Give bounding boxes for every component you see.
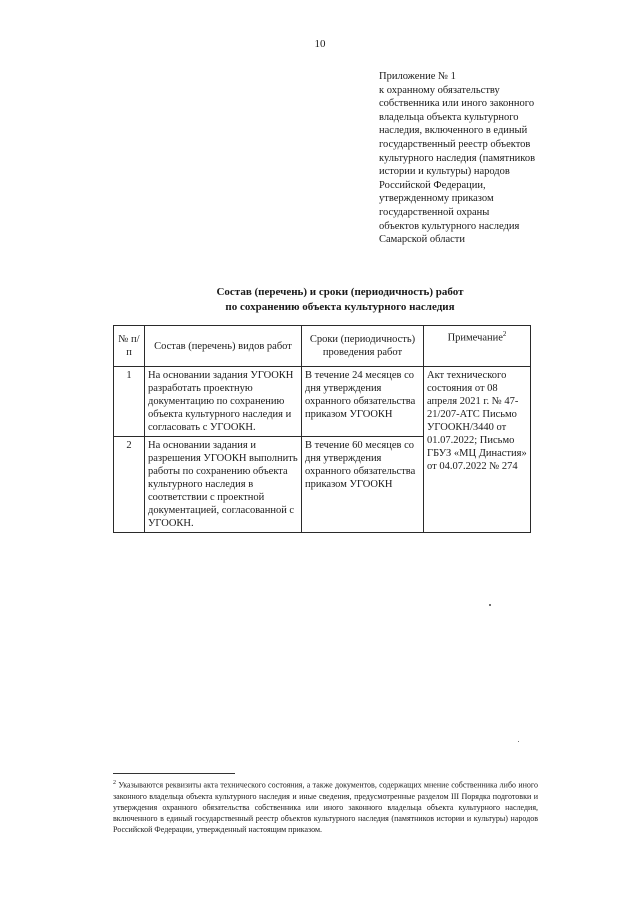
table-row — [114, 367, 531, 437]
header-term: Сроки (периодичность) проведения работ — [302, 326, 424, 367]
header-note-label: Примечание — [447, 332, 503, 344]
page-number: 10 — [314, 38, 326, 50]
works-table — [113, 325, 531, 533]
header-num: № п/п — [114, 326, 145, 367]
table-header-row — [114, 326, 531, 367]
appendix-line: государственный реестр объектов — [379, 138, 531, 150]
appendix-line: к охранному обязательству — [379, 84, 500, 96]
appendix-line: собственника или иного законного — [379, 98, 535, 110]
footnote-ref: 2 — [502, 330, 507, 338]
appendix-line: владельца объекта культурного — [379, 111, 519, 123]
row-num: 2 — [114, 437, 145, 533]
appendix-line: государственной охраны — [379, 206, 490, 218]
row-composition: На основании задания УГООКН разработать проектную документацию по сохранению объекта культурного наследия и согласовать с УГООКН. — [145, 367, 302, 437]
appendix-header — [379, 70, 584, 247]
header-composition: Состав (перечень) видов работ — [145, 326, 302, 367]
appendix-line: объектов культурного наследия — [379, 220, 520, 232]
appendix-line: истории и культуры) народов — [379, 166, 510, 178]
header-note — [424, 326, 531, 367]
footnote — [113, 778, 538, 836]
row-term: В течение 24 месяцев со дня утверждения охранного обязательства приказом УГООКН — [302, 367, 424, 437]
appendix-line: Самарской области — [379, 234, 465, 246]
footnote-text: Указываются реквизиты акта технического состояния, а также документов, содержащих мнение собственника либо иного законного владельца объекта культурного наследия и иные сведения, предусмотренные разделом III Порядка подготовки и утверждения охранного обязательства собственника или иного законного владельца объекта культурного наследия, включенного в единый государственный реестр объектов культурного наследия (памятников истории и культуры) народов Российской Федерации, утвержденный настоящим приказом. — [113, 780, 538, 835]
appendix-line: наследия, включенного в единый — [379, 125, 528, 137]
row-note: Акт технического состояния от 08 апреля 2021 г. № 47-21/207-АТС Письмо УГООКН/3440 от 01.07.2022; Письмо ГБУЗ «МЦ Династия» от 04.07.2022 № 274 — [424, 367, 531, 533]
appendix-line: культурного наследия (памятников — [379, 152, 536, 164]
row-term: В течение 60 месяцев со дня утверждения охранного обязательства приказом УГООКН — [302, 437, 424, 533]
row-num: 1 — [114, 367, 145, 437]
footnote-separator — [113, 773, 235, 774]
scan-speck — [518, 741, 519, 742]
appendix-line: Приложение № 1 — [379, 71, 456, 82]
appendix-line: Российской Федерации, — [379, 179, 486, 191]
footnote-marker: 2 — [113, 780, 116, 786]
row-composition: На основании задания и разрешения УГООКН выполнить работы по сохранению объекта культурного наследия в соответствии с проектной документацией, согласованной с УГООКН. — [145, 437, 302, 533]
document-title — [0, 285, 640, 315]
scan-speck — [489, 604, 491, 606]
title-line-1: Состав (перечень) и сроки (периодичность) работ — [216, 286, 464, 298]
title-line-2: по сохранению объекта культурного наследия — [225, 301, 455, 313]
appendix-line: утвержденному приказом — [379, 193, 494, 205]
